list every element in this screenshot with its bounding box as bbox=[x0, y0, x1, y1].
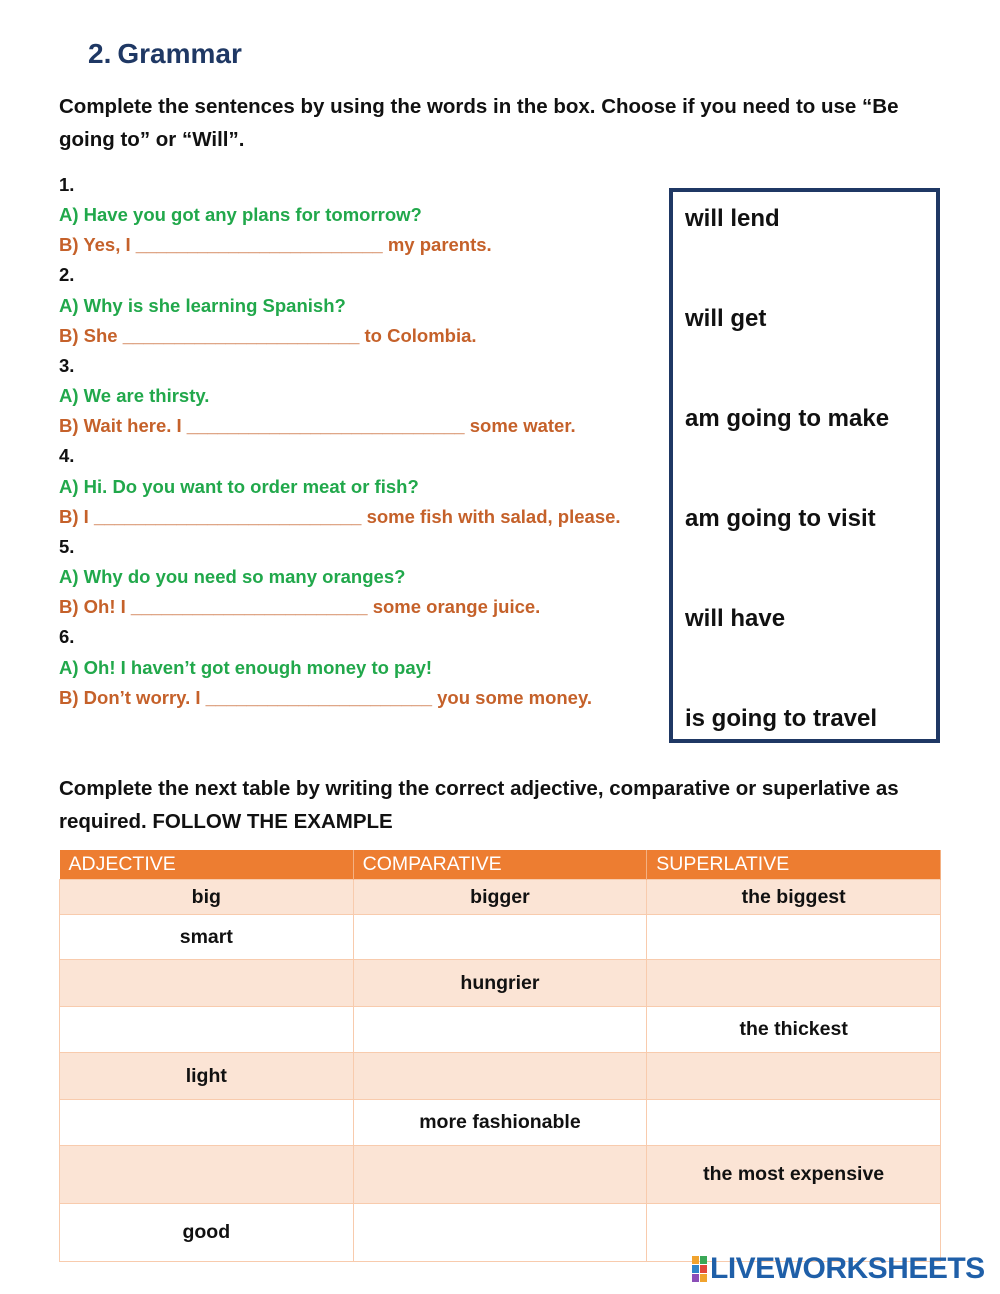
table-cell-input[interactable] bbox=[353, 1146, 647, 1204]
table-row bbox=[60, 1100, 941, 1146]
table-cell: the thickest bbox=[647, 1007, 941, 1053]
word-box-item: will lend bbox=[685, 205, 780, 232]
table-cell: good bbox=[60, 1204, 354, 1262]
table-cell-input[interactable] bbox=[353, 1204, 647, 1262]
table-cell-input[interactable] bbox=[353, 1053, 647, 1100]
answer-line[interactable]: B) Wait here. I ___________________________ some water. bbox=[59, 415, 576, 437]
answer-line[interactable]: B) Yes, I ________________________ my parents. bbox=[59, 234, 492, 256]
answer-line[interactable]: B) Oh! I _______________________ some orange juice. bbox=[59, 596, 541, 618]
comparison-table bbox=[59, 850, 941, 1262]
table-row bbox=[60, 960, 941, 1007]
question-line: A) Why do you need so many oranges? bbox=[59, 566, 406, 588]
table-cell-input[interactable] bbox=[353, 1007, 647, 1053]
word-box-item: am going to make bbox=[685, 405, 890, 432]
header-adjective: ADJECTIVE bbox=[60, 850, 354, 880]
sentence-exercise bbox=[59, 170, 659, 713]
question-line: A) We are thirsty. bbox=[59, 385, 210, 407]
section-number: 2. bbox=[88, 38, 112, 69]
instructions-box-exercise: Complete the sentences by using the words in the box. Choose if you need to use “Be going to” or “Will”. bbox=[59, 95, 899, 151]
question-line: A) Oh! I haven’t got enough money to pay! bbox=[59, 656, 433, 678]
table-cell: smart bbox=[60, 915, 354, 960]
word-box-item: is going to travel bbox=[685, 705, 878, 732]
table-cell: the biggest bbox=[647, 880, 941, 915]
question-line: A) Hi. Do you want to order meat or fish? bbox=[59, 475, 419, 497]
question-number: 3. bbox=[59, 354, 75, 376]
table-cell-input[interactable] bbox=[60, 1100, 354, 1146]
word-box-item: will get bbox=[685, 305, 767, 332]
logo-text: LIVEWORKSHEETS bbox=[710, 1252, 985, 1285]
table-cell: the most expensive bbox=[647, 1146, 941, 1204]
table-row bbox=[60, 1007, 941, 1053]
header-superlative: SUPERLATIVE bbox=[647, 850, 941, 880]
table-row bbox=[60, 1146, 941, 1204]
table-cell: light bbox=[60, 1053, 354, 1100]
question-number: 6. bbox=[59, 626, 75, 648]
header-comparative: COMPARATIVE bbox=[353, 850, 647, 880]
question-line: A) Why is she learning Spanish? bbox=[59, 294, 346, 316]
page-title bbox=[88, 38, 242, 70]
table-cell: big bbox=[60, 880, 354, 915]
table-row bbox=[60, 1053, 941, 1100]
table-cell-input[interactable] bbox=[647, 1053, 941, 1100]
table-cell: bigger bbox=[353, 880, 647, 915]
table-header-row bbox=[60, 850, 941, 880]
table-cell-input[interactable] bbox=[647, 1100, 941, 1146]
instructions-table-exercise: Complete the next table by writing the correct adjective, comparative or superlative as required. FOLLOW THE EXAMPLE bbox=[59, 777, 899, 833]
table-cell-input[interactable] bbox=[353, 915, 647, 960]
answer-line[interactable]: B) She _______________________ to Colombia. bbox=[59, 324, 477, 346]
table-cell-input[interactable] bbox=[647, 960, 941, 1007]
logo-grid-icon bbox=[692, 1256, 707, 1282]
table-cell: more fashionable bbox=[353, 1100, 647, 1146]
question-line: A) Have you got any plans for tomorrow? bbox=[59, 204, 422, 226]
table-cell-input[interactable] bbox=[647, 915, 941, 960]
table-row bbox=[60, 880, 941, 915]
table-cell-input[interactable] bbox=[60, 1007, 354, 1053]
table-cell: hungrier bbox=[353, 960, 647, 1007]
word-box-item: will have bbox=[685, 605, 786, 632]
answer-line[interactable]: B) I __________________________ some fish with salad, please. bbox=[59, 505, 621, 527]
word-box-item: am going to visit bbox=[685, 505, 876, 532]
question-number: 4. bbox=[59, 445, 75, 467]
table-cell-input[interactable] bbox=[60, 960, 354, 1007]
section-title: Grammar bbox=[117, 38, 242, 69]
table-row bbox=[60, 915, 941, 960]
liveworksheets-logo[interactable] bbox=[692, 1252, 985, 1286]
question-number: 1. bbox=[59, 174, 75, 195]
answer-line[interactable]: B) Don’t worry. I ______________________ you some money. bbox=[59, 686, 593, 708]
question-number: 2. bbox=[59, 264, 75, 286]
question-number: 5. bbox=[59, 535, 75, 557]
table-cell-input[interactable] bbox=[60, 1146, 354, 1204]
word-box bbox=[669, 188, 940, 743]
